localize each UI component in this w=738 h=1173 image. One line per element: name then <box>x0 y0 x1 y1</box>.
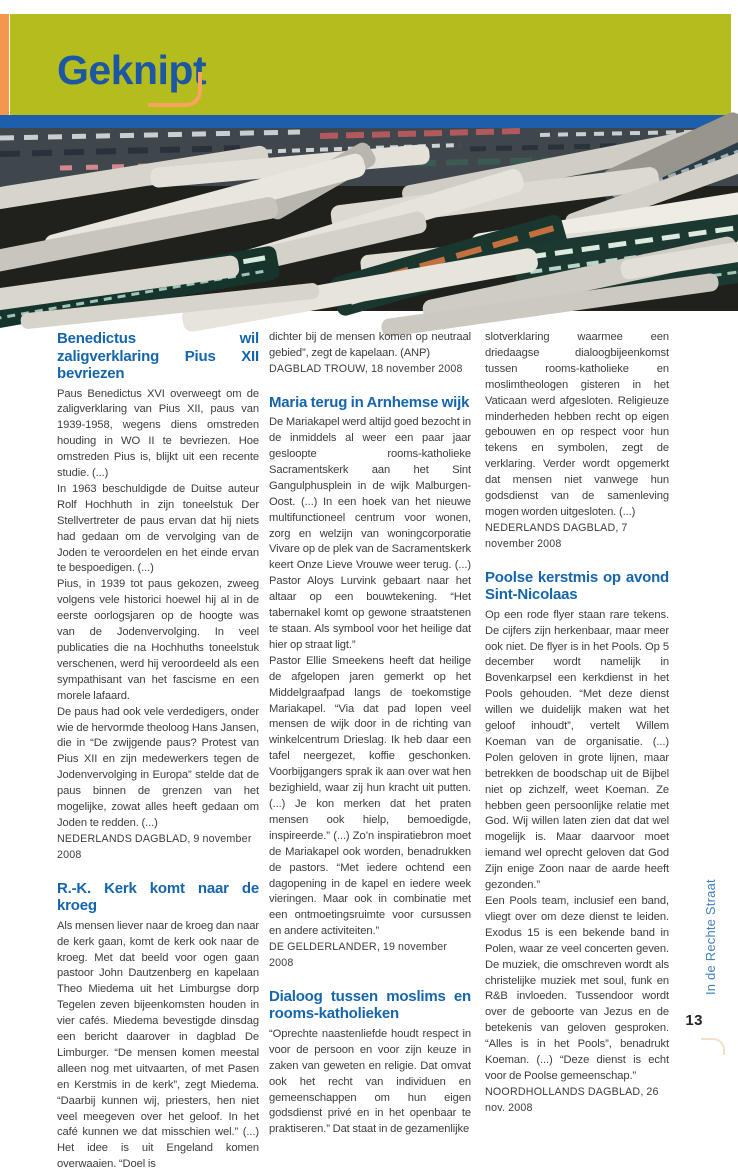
article-paragraph-continuation: slotverklaring waarmee een driedaagse dialoogbijeenkomst tussen rooms-katholieke en moslimtheologen gisteren in het Vaticaan werd afgesloten. Religieuze minderheden hebben recht op eigen gebouwen en op respect voor hun tekens en symbolen, zegt de verklaring. Verder wordt opgemerkt dat mensen niet vanwege hun godsdienst van de samenleving mogen worden uitgesloten. (...) <box>485 331 669 518</box>
article-heading-poolse-kerstmis: Poolse kerstmis op avond Sint-Nicolaas <box>485 568 669 604</box>
article-columns <box>57 330 669 1173</box>
column-2 <box>269 330 471 1173</box>
column-1 <box>57 330 259 1173</box>
article-paragraph: De paus had ook vele verdedigers, onder wie de hervormde theoloog Hans Jansen, die in “De zwijgende paus? Protest van Pius XII en zijn medewerkers tegen de Jodenvervolging in Europa” stelde dat de paus binnen de grenzen van het mogelijke, zowat alles heeft gedaan om Joden te redden. (...) <box>57 705 259 829</box>
magazine-name-vertical: In de Rechte Straat <box>703 879 718 995</box>
article-source: NEDERLANDS DAGBLAD, 7 november 2008 <box>485 521 628 550</box>
article-source: DAGBLAD TROUW, 18 november 2008 <box>269 362 463 375</box>
article-paragraph: Op een rode flyer staan rare tekens. De cijfers zijn herkenbaar, maar meer ook niet. De flyer is in het Pools. Op 5 december wordt namelijk in Bovenkarpsel een kerkdienst in het Pools gehouden. “Met deze dienst willen we duidelijk maken wat het geloof inhoudt”, vertelt Willem Koeman van de organisatie. (...) Polen geloven in grote lijnen, maar betrekken de boodschap uit de Bijbel niet op zichzelf, weet Koeman. Ze hebben geen persoonlijke relatie met God. Wij willen laten zien dat dat wel mogelijk is. Maar daarvoor moet iemand wel oprecht geloven dat God Zijn enige Zoon naar de aarde heeft gezonden.” <box>485 608 669 892</box>
column-3 <box>485 330 669 1173</box>
article-source: NEDERLANDS DAGBLAD, 9 november 2008 <box>57 832 252 861</box>
article-paragraph: “Oprechte naastenliefde houdt respect in voor de persoon en voor zijn keuze in zaken van geweten en religie. Dat omvat ook het recht van individuen en gemeenschappen om hun eigen godsdienst privé en in het openbaar te praktiseren.” Dat staat in de gezamenlijke <box>269 1027 471 1136</box>
article-source: DE GELDERLANDER, 19 november 2008 <box>269 941 448 970</box>
page-number: 13 <box>685 1012 703 1029</box>
article-paragraph: Een Pools team, inclusief een band, vliegt over om deze dienst te leiden. Exodus 15 is een bekende band in Polen, waar ze veel concerten geven. De muziek, die omschreven wordt als christelijke muziek met soul, funk en R&B invloeden. Tussendoor wordt over de geboorte van Jezus en de betekenis van geloven gesproken. “Alles is in het Pools”, benadrukt Koeman. (...) “Deze dienst is echt voor de Poolse gemeenschap.” <box>485 895 669 1082</box>
blue-divider-bar <box>0 115 738 128</box>
article-paragraph: Pius, in 1939 tot paus gekozen, zweeg volgens vele historici hoewel hij al in de eerste oorlogsjaren op de hoogte was van de Jodenvervolging. In veel publicaties die na Hochhuths toneelstuk verschenen, werd hij veroordeeld als een sympathisant van het fascisme en een morele lafaard. <box>57 578 259 702</box>
page-title: Geknipt <box>57 47 207 93</box>
article-heading-benedictus: Benedictus wil zaligverklaring Pius XII bevriezen <box>57 330 259 382</box>
corner-bracket-decoration <box>701 1038 725 1055</box>
newspapers-photo-art <box>0 128 738 311</box>
article-paragraph: Als mensen liever naar de kroeg dan naar de kerk gaan, komt de kerk ook naar de kroeg. Met dat beeld voor ogen gaan pastoor John Dautzenberg en kapelaan Theo Miedema uit het Limburgse dorp Tegelen zeven bijeenkomsten houden in vier cafés. Miedema bevestigde dinsdag een bericht daarover in dagblad De Limburger. “De mensen komen meestal alleen nog met uitvaarten, of met Pasen en Kerstmis in de kerk”, zegt Miedema. “Daarbij kunnen wij, priesters, hen niet veel meegeven over het geloof. In het café kunnen we dat misschien wel.” (...) Het idee is uit Engeland komen overwaaien. “Doel is <box>57 919 259 1171</box>
orange-bracket-decoration <box>148 72 202 107</box>
article-heading-dialoog: Dialoog tussen moslims en rooms-katholieken <box>269 987 471 1023</box>
article-heading-kroeg: R.-K. Kerk komt naar de kroeg <box>57 879 259 915</box>
orange-accent-stripe <box>0 14 9 115</box>
article-heading-maria: Maria terug in Arnhemse wijk <box>269 393 470 411</box>
article-paragraph: Paus Benedictus XVI overweegt om de zaligverklaring van Pius XII, paus van 1939-1958, wegens diens omstreden houding in WO II te bevriezen. Hoe omstreden Pius is, blijkt uit een recente studie. (...) <box>57 387 259 480</box>
newspapers-photo <box>0 128 738 311</box>
article-paragraph: De Mariakapel werd altijd goed bezocht in de inmiddels al weer een paar jaar gesloopte rooms-katholieke Sacramentskerk aan het Sint Gangulphusplein in de wijk Malburgen-Oost. (...) In een hoek van het nieuwe multifunctioneel centrum voor wonen, zorg en welzijn van woningcorporatie Vivare op de plek van de Sacramentskerk keert Onze Lieve Vrouwe weer terug. (...) Pastor Aloys Lurvink gebaart naar het altaar op een bouwtekening. “Het tabernakel komt op gewone straatstenen te staan. Als symbool voor het heilige dat hier op straat ligt.” <box>269 416 471 651</box>
article-paragraph: In 1963 beschuldigde de Duitse auteur Rolf Hochhuth in zijn toneelstuk Der Stellvertreter de paus ervan dat hij niets had gedaan om de vervolging van de Joden te veroordelen en het einde ervan te bespoedigen. (...) <box>57 482 259 575</box>
article-paragraph: Pastor Ellie Smeekens heeft dat heilige de afgelopen jaren gemerkt op het Middelgraafpad langs de toekomstige Mariakapel. “Via dat pad lopen veel mensen de wijk door in de richting van winkelcentrum Drieslag. Ik heb daar een tafel neergezet, koffie geschonken. Voorbijgangers sprak ik aan over wat hen bezighield, waar zij hun kracht uit putten. (...) Je kon merken dat het praten mensen ook hielp, bemoedigde, inspireerde.” (...) Zo’n inspiratiebron moet de Mariakapel ook worden, benadrukken de pastors. “Met iedere ochtend een dagopening in de kapel en iedere week vieringen. Maar ook in combinatie met een ontmoetingsruimte voor cursussen en andere activiteiten.” <box>269 654 471 938</box>
article-paragraph-continuation: dichter bij de mensen komen op neutraal gebied”, zegt de kapelaan. (ANP) <box>269 331 471 359</box>
article-source: NOORDHOLLANDS DAGBLAD, 26 nov. 2008 <box>485 1085 659 1114</box>
